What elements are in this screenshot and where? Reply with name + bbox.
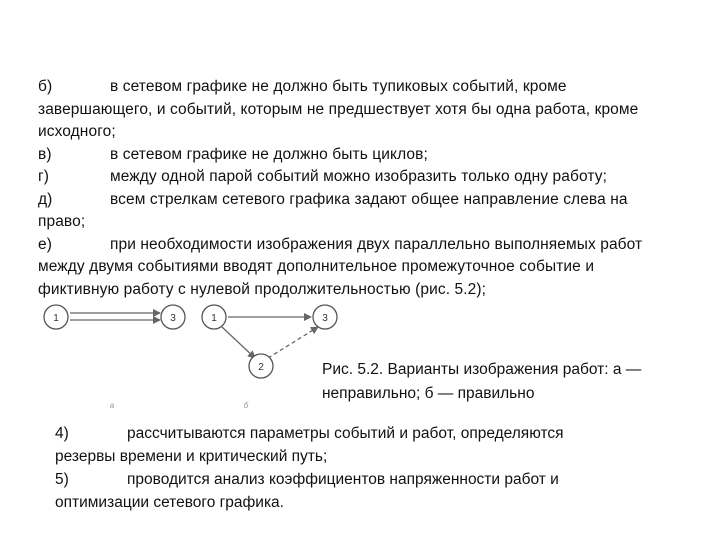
step-4-text-1: рассчитываются параметры событий и работ, определяются [127,425,564,442]
step-5-text-2: оптимизации сетевого графика. [55,494,284,511]
rule-v [38,144,688,167]
rule-d [38,189,688,212]
rules-list [38,76,688,301]
rule-e-text-1: при необходимости изображения двух параллельно выполняемых работ [110,235,643,253]
rule-d-text-1: всем стрелкам сетевого графика задают общее направление слева на [110,190,628,208]
rule-d-text-2: право; [38,213,86,230]
node-a-3-label: 3 [170,313,176,324]
node-b-2-label: 2 [258,362,264,373]
node-b-3-label: 3 [322,313,328,324]
rule-b-text-3: исходного; [38,123,116,140]
figure-caption [322,358,682,406]
rule-d-marker: д) [38,190,53,208]
rule-g-marker: г) [38,168,50,185]
rule-e-text-2: между двумя событиями вводят дополнительное промежуточное событие и [38,258,595,275]
step-4-text-2: резервы времени и критический путь; [55,448,328,465]
label-a: а [109,401,115,410]
network-diagram [34,300,328,415]
caption-line-2: неправильно; б — правильно [322,385,535,402]
rule-e [38,234,688,257]
rule-v-marker: в) [38,145,52,163]
arrow-b-1-2 [222,327,255,358]
step-5-marker: 5) [55,471,69,488]
rule-b-marker: б) [38,78,53,95]
label-b: б [243,401,249,410]
step-5-text-1: проводится анализ коэффициентов напряженности работ и [127,471,559,488]
rule-e-text-3: фиктивную работу с нулевой продолжительностью (рис. 5.2); [38,280,487,298]
rule-g-text-1: между одной парой событий можно изобразить только одну работу; [110,168,607,185]
rule-v-text-1: в сетевом графике не должно быть циклов; [110,145,428,163]
step-4 [55,422,675,445]
steps-list [55,422,675,514]
step-5 [55,468,675,491]
rule-g [38,166,688,189]
figure-5-2 [34,300,328,415]
caption-line-1: Рис. 5.2. Варианты изображения работ: а — [322,361,642,378]
variant-a [44,305,185,410]
rule-b [38,76,688,99]
variant-b [202,305,337,410]
step-4-marker: 4) [55,425,69,442]
arrow-b-2-3-dummy [268,327,318,358]
rule-b-text-1: в сетевом графике не должно быть тупиковых событий, кроме [110,78,567,95]
node-a-1-label: 1 [53,313,59,324]
rule-e-marker: е) [38,235,52,253]
rule-b-text-2: завершающего, и событий, которым не предшествует хотя бы одна работа, кроме [38,100,639,118]
node-b-1-label: 1 [211,313,217,324]
